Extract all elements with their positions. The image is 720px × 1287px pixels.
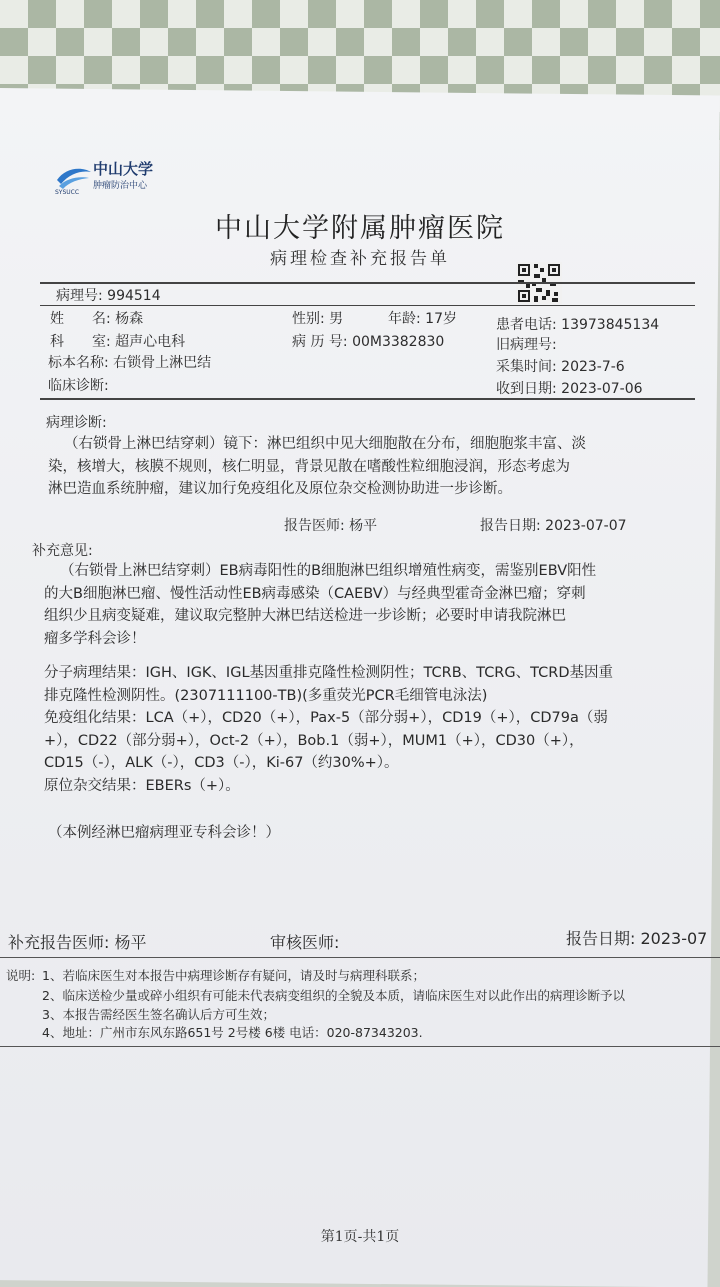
divider-top — [40, 282, 695, 284]
consult-note: （本例经淋巴瘤病理亚专科会诊！） — [48, 825, 280, 841]
result-line: 分子病理结果：IGH、IGK、IGL基因重排克隆性检测阴性；TCRB、TCRG、TCRD基因重 — [44, 665, 613, 681]
result-line: 免疫组化结果：LCA（+），CD20（+），Pax-5（部分弱+），CD19（+），CD79a（弱 — [44, 710, 608, 726]
received-date: 收到日期: 2023-07-06 — [496, 381, 643, 397]
patient-gender: 性别: 男 — [292, 311, 344, 327]
notes-label: 说明: — [6, 968, 36, 983]
page-indicator: 第1页-共1页 — [320, 1229, 400, 1245]
divider-info-bottom — [40, 398, 695, 400]
divider-footer — [0, 957, 720, 958]
report-date: 报告日期: 2023-07-07 — [480, 518, 627, 534]
diagnosis-line: （右锁骨上淋巴结穿刺）镜下：淋巴组织中见大细胞散在分布，细胞胞浆丰富、淡 — [64, 436, 586, 452]
supplement-results — [44, 662, 710, 797]
medical-record-number: 病 历 号: 00M3382830 — [292, 334, 445, 350]
divider-info — [40, 305, 695, 306]
diagnosis-line: 染，核增大，核膜不规则，核仁明显，背景见散在嗜酸性粒细胞浸润，形态考虑为 — [48, 458, 570, 475]
report-title: 病理检查补充报告单 — [270, 249, 450, 269]
diagnosis-heading: 病理诊断: — [46, 415, 107, 431]
divider-notes-bottom — [0, 1046, 720, 1047]
hospital-logo — [55, 158, 175, 198]
result-line: +），CD22（部分弱+），Oct-2（+），Bob.1（弱+），MUM1（+），CD30（+）， — [44, 732, 584, 749]
clinical-diagnosis: 临床诊断: — [48, 378, 109, 394]
result-line: CD15（-），ALK（-），CD3（-），Ki-67（约30%+）。 — [44, 755, 399, 771]
supplement-opinion — [44, 560, 704, 650]
supplement-heading: 补充意见: — [32, 543, 93, 559]
hospital-name: 中山大学附属肿瘤医院 — [215, 213, 505, 244]
diagnosis-line: 淋巴造血系统肿瘤，建议加行免疫组化及原位杂交检测协助进一步诊断。 — [48, 481, 512, 497]
patient-name: 姓 名: 杨森 — [50, 311, 144, 327]
report-doctor: 报告医师: 杨平 — [284, 518, 378, 534]
opinion-line: 组织少且病变疑难，建议取完整肿大淋巴结送检进一步诊断；必要时申请我院淋巴 — [44, 608, 566, 624]
patient-age: 年龄: 17岁 — [388, 311, 457, 327]
signoff-report-date: 报告日期: 2023-07 — [566, 929, 708, 948]
note-item: 2、临床送检少量或碎小组织有可能未代表病变组织的全貌及本质，请临床医生对以此作出的病理诊断予以 — [42, 988, 625, 1003]
note-item: 3、本报告需经医生签名确认后方可生效； — [42, 1007, 275, 1022]
logo-university-name: 中山大学 — [93, 160, 154, 178]
logo-swoosh-icon — [55, 162, 93, 192]
opinion-line: 的大B细胞淋巴瘤、慢性活动性EB病毒感染（CAEBV）与经典型霍奇金淋巴瘤；穿刺 — [44, 585, 586, 602]
department: 科 室: 超声心电科 — [50, 334, 186, 350]
result-line: 排克隆性检测阴性。(2307111100-TB)(多重荧光PCR毛细管电泳法) — [44, 687, 488, 704]
result-line: 原位杂交结果：EBERs（+）。 — [44, 777, 240, 794]
opinion-line: 瘤多学科会诊！ — [44, 630, 146, 647]
opinion-line: （右锁骨上淋巴结穿刺）EB病毒阳性的B细胞淋巴组织增殖性病变，需鉴别EBV阳性 — [60, 563, 597, 579]
specimen-name: 标本名称: 右锁骨上淋巴结 — [48, 355, 212, 371]
patient-phone: 患者电话: 13973845134 — [496, 317, 660, 333]
supplement-report-doctor: 补充报告医师: 杨平 — [8, 933, 147, 952]
logo-center-name: 肿瘤防治中心 — [93, 181, 148, 191]
pathology-number: 病理号: 994514 — [56, 288, 161, 304]
note-item: 1、若临床医生对本报告中病理诊断存有疑问，请及时与病理科联系； — [42, 968, 425, 983]
diagnosis-text — [48, 433, 704, 501]
reviewer: 审核医师: — [270, 933, 340, 952]
old-pathology-number: 旧病理号: — [496, 337, 557, 353]
logo-mark: SYSUCC — [55, 189, 80, 196]
collection-time: 采集时间: 2023-7-6 — [496, 359, 625, 375]
note-item: 4、地址：广州市东风东路651号 2号楼 6楼 电话：020-87343203. — [42, 1025, 423, 1040]
